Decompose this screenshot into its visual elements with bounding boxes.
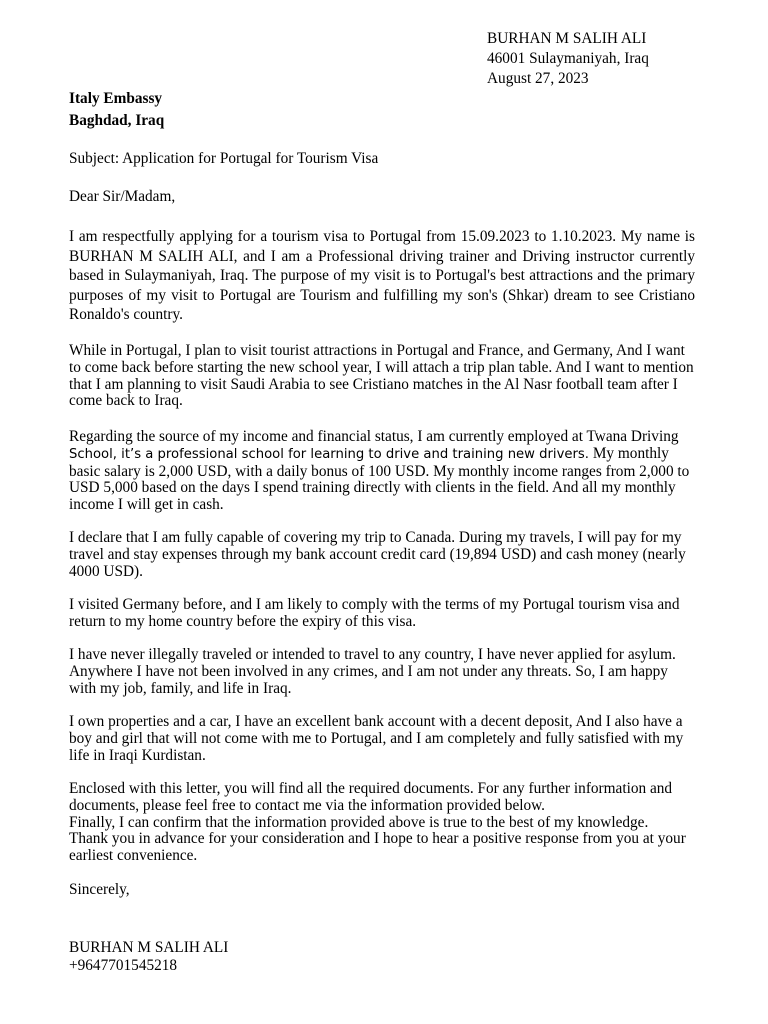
paragraph-3-part-d: salary is 2,000 USD, with a daily bonus of 100 USD. My monthly income ranges from 2,000 to USD 5,000 based on the days I spend training directly with clients in the field. And all my monthly income I will get in cash. xyxy=(69,462,690,514)
paragraph-8-part-a: Enclosed with this letter, you will find all the required documents. For any further information and documents, please feel free to contact me via the information provided below. xyxy=(69,780,673,814)
paragraph-3-part-b: School, it’s a professional school for learning to drive and training new drivers. xyxy=(69,446,589,462)
paragraph-6: I have never illegally traveled or intended to travel to any country, I have never applied for asylum. Anywhere I have not been involved in any crimes, and I am not under any threats. So, I am happy with my job, family, and life in Iraq. xyxy=(69,646,676,697)
letter-date: August 27, 2023 xyxy=(487,70,589,87)
paragraph-1: I am respectfully applying for a tourism visa to Portugal from 15.09.2023 to 1.10.2023. My name is BURHAN M SALIH ALI, and I am a Professional driving trainer and Driving instructor currently based in Sulaymaniyah, Iraq. The purpose of my visit is to Portugal's best attractions and the primary purposes of my visit to Portugal are Tourism and fulfilling my son's (Shkar) dream to see Cristiano Ronaldo's country. xyxy=(69,228,695,323)
paragraph-4: I declare that I am fully capable of covering my trip to Canada. During my travels, I will pay for my travel and stay expenses through my bank account credit card (19,894 USD) and cash money (nearly 4000 USD). xyxy=(69,529,686,580)
closing: Sincerely, xyxy=(69,881,130,898)
subject-line: Subject: Application for Portugal for Tourism Visa xyxy=(69,150,379,167)
paragraph-3-part-a: Regarding the source of my income and financial status, I am currently employed at Twana Driving xyxy=(69,428,679,445)
sender-address: 46001 Sulaymaniyah, Iraq xyxy=(487,50,649,67)
signature-block xyxy=(69,939,228,975)
paragraph-7: I own properties and a car, I have an excellent bank account with a decent deposit, And I also have a boy and girl that will not come with me to Portugal, and I am completely and fully satisfied with my life in Iraqi Kurdistan. xyxy=(69,713,684,764)
paragraph-8 xyxy=(69,781,695,865)
salutation: Dear Sir/Madam, xyxy=(69,188,176,205)
signature-name: BURHAN M SALIH ALI xyxy=(69,939,229,956)
paragraph-2: While in Portugal, I plan to visit tourist attractions in Portugal and France, and Germany, And I want to come back before starting the new school year, I will attach a trip plan table. And I want to mention that I am planning to visit Saudi Arabia to see Cristiano matches in the Al Nasr football team after I come back to Iraq. xyxy=(69,342,694,410)
signature-phone: +9647701545218 xyxy=(69,957,178,974)
sender-block xyxy=(487,29,757,89)
paragraph-8-part-c: Thank you in advance for your consideration and I hope to hear a positive response from you at your earliest convenience. xyxy=(69,830,686,865)
paragraph-3 xyxy=(69,429,695,514)
sender-name: BURHAN M SALIH ALI xyxy=(487,30,647,47)
paragraph-3-part-c: My monthly basic xyxy=(69,444,669,480)
recipient-line-1: Italy Embassy xyxy=(69,90,163,107)
recipient-line-2: Baghdad, Iraq xyxy=(69,112,165,129)
paragraph-8-part-b: Finally, I can confirm that the information provided above is true to the best of my knowledge. xyxy=(69,813,649,831)
paragraph-5: I visited Germany before, and I am likely to comply with the terms of my Portugal tourism visa and return to my home country before the expiry of this visa. xyxy=(69,596,680,630)
